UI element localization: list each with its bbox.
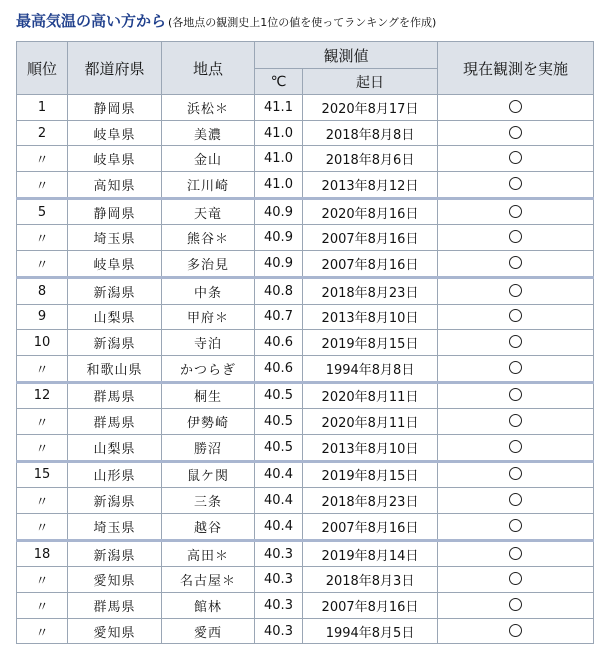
temperature-cell: 40.4 (255, 461, 303, 488)
rank-cell: 18 (17, 540, 68, 567)
table-row (17, 330, 594, 356)
circle-icon (509, 547, 522, 560)
date-cell: 1994年8月8日 (303, 355, 438, 382)
current-observation-cell (438, 461, 594, 488)
temperature-cell: 41.1 (255, 95, 303, 121)
temperature-cell: 41.0 (255, 146, 303, 172)
temperature-cell: 40.5 (255, 434, 303, 461)
circle-icon (509, 519, 522, 532)
circle-icon (509, 126, 522, 139)
current-observation-cell (438, 409, 594, 435)
current-observation-cell (438, 95, 594, 121)
prefecture-cell: 愛知県 (68, 567, 162, 593)
circle-icon (509, 230, 522, 243)
current-observation-cell (438, 593, 594, 619)
current-observation-cell (438, 330, 594, 356)
location-cell: 越谷 (162, 514, 255, 541)
date-cell: 2013年8月12日 (303, 172, 438, 199)
table-row (17, 251, 594, 278)
temperature-cell: 40.5 (255, 382, 303, 409)
table-row (17, 488, 594, 514)
header-observed: 観測値 (255, 42, 438, 69)
circle-icon (509, 467, 522, 480)
prefecture-cell: 山形県 (68, 461, 162, 488)
temperature-cell: 41.0 (255, 120, 303, 146)
location-cell: 桐生 (162, 382, 255, 409)
rank-cell: 〃 (17, 618, 68, 644)
date-cell: 2007年8月16日 (303, 251, 438, 278)
date-cell: 2018年8月8日 (303, 120, 438, 146)
table-row (17, 514, 594, 541)
date-cell: 2020年8月17日 (303, 95, 438, 121)
date-cell: 2007年8月16日 (303, 225, 438, 251)
temperature-cell: 40.9 (255, 251, 303, 278)
date-cell: 2018年8月23日 (303, 277, 438, 304)
prefecture-cell: 静岡県 (68, 198, 162, 225)
location-cell: 名古屋＊ (162, 567, 255, 593)
location-cell: 甲府＊ (162, 304, 255, 330)
header-prefecture: 都道府県 (68, 42, 162, 95)
temperature-cell: 40.5 (255, 409, 303, 435)
current-observation-cell (438, 355, 594, 382)
date-cell: 2018年8月6日 (303, 146, 438, 172)
location-cell: 三条 (162, 488, 255, 514)
temperature-cell: 40.6 (255, 330, 303, 356)
table-row (17, 355, 594, 382)
table-row (17, 567, 594, 593)
table-row (17, 225, 594, 251)
temperature-cell: 40.7 (255, 304, 303, 330)
temperature-cell: 40.3 (255, 593, 303, 619)
table-row (17, 593, 594, 619)
temperature-cell: 40.4 (255, 488, 303, 514)
rank-cell: 〃 (17, 225, 68, 251)
prefecture-cell: 岐阜県 (68, 120, 162, 146)
prefecture-cell: 埼玉県 (68, 514, 162, 541)
circle-icon (509, 151, 522, 164)
current-observation-cell (438, 304, 594, 330)
prefecture-cell: 群馬県 (68, 593, 162, 619)
temperature-cell: 40.9 (255, 198, 303, 225)
current-observation-cell (438, 618, 594, 644)
prefecture-cell: 岐阜県 (68, 251, 162, 278)
table-row (17, 304, 594, 330)
header-row (17, 42, 594, 69)
location-cell: 江川崎 (162, 172, 255, 199)
location-cell: 館林 (162, 593, 255, 619)
rank-cell: 2 (17, 120, 68, 146)
circle-icon (509, 256, 522, 269)
date-cell: 2007年8月16日 (303, 514, 438, 541)
table-row (17, 146, 594, 172)
table-row (17, 409, 594, 435)
header-current: 現在観測を実施 (438, 42, 594, 95)
rank-cell: 〃 (17, 355, 68, 382)
current-observation-cell (438, 277, 594, 304)
location-cell: 金山 (162, 146, 255, 172)
current-observation-cell (438, 198, 594, 225)
table-row (17, 434, 594, 461)
current-observation-cell (438, 225, 594, 251)
temperature-cell: 40.3 (255, 567, 303, 593)
circle-icon (509, 284, 522, 297)
circle-icon (509, 100, 522, 113)
date-cell: 2019年8月15日 (303, 330, 438, 356)
prefecture-cell: 山梨県 (68, 304, 162, 330)
date-cell: 2013年8月10日 (303, 434, 438, 461)
table-row (17, 382, 594, 409)
prefecture-cell: 群馬県 (68, 409, 162, 435)
circle-icon (509, 388, 522, 401)
rank-cell: 10 (17, 330, 68, 356)
table-row (17, 540, 594, 567)
circle-icon (509, 624, 522, 637)
current-observation-cell (438, 434, 594, 461)
circle-icon (509, 493, 522, 506)
date-cell: 2007年8月16日 (303, 593, 438, 619)
header-temp-unit: ℃ (255, 69, 303, 95)
ranking-table (16, 41, 594, 644)
header-rank: 順位 (17, 42, 68, 95)
circle-icon (509, 335, 522, 348)
prefecture-cell: 新潟県 (68, 540, 162, 567)
current-observation-cell (438, 172, 594, 199)
page-title: 最高気温の高い方から (16, 12, 167, 30)
prefecture-cell: 山梨県 (68, 434, 162, 461)
date-cell: 2020年8月11日 (303, 409, 438, 435)
circle-icon (509, 205, 522, 218)
location-cell: 鼠ケ関 (162, 461, 255, 488)
circle-icon (509, 177, 522, 190)
circle-icon (509, 572, 522, 585)
circle-icon (509, 414, 522, 427)
current-observation-cell (438, 251, 594, 278)
current-observation-cell (438, 488, 594, 514)
table-row (17, 618, 594, 644)
date-cell: 2020年8月11日 (303, 382, 438, 409)
location-cell: 中条 (162, 277, 255, 304)
prefecture-cell: 和歌山県 (68, 355, 162, 382)
location-cell: 美濃 (162, 120, 255, 146)
location-cell: 勝沼 (162, 434, 255, 461)
table-body (17, 95, 594, 644)
date-cell: 2018年8月3日 (303, 567, 438, 593)
date-cell: 2019年8月15日 (303, 461, 438, 488)
rank-cell: 〃 (17, 593, 68, 619)
prefecture-cell: 新潟県 (68, 488, 162, 514)
circle-icon (509, 440, 522, 453)
rank-cell: 8 (17, 277, 68, 304)
current-observation-cell (438, 567, 594, 593)
rank-cell: 9 (17, 304, 68, 330)
date-cell: 2020年8月16日 (303, 198, 438, 225)
date-cell: 2019年8月14日 (303, 540, 438, 567)
current-observation-cell (438, 120, 594, 146)
header-date: 起日 (303, 69, 438, 95)
temperature-cell: 40.4 (255, 514, 303, 541)
rank-cell: 〃 (17, 409, 68, 435)
date-cell: 1994年8月5日 (303, 618, 438, 644)
temperature-cell: 41.0 (255, 172, 303, 199)
prefecture-cell: 新潟県 (68, 277, 162, 304)
location-cell: 寺泊 (162, 330, 255, 356)
rank-cell: 〃 (17, 251, 68, 278)
temperature-cell: 40.9 (255, 225, 303, 251)
page-heading (16, 10, 436, 31)
table-row (17, 120, 594, 146)
location-cell: 愛西 (162, 618, 255, 644)
rank-cell: 〃 (17, 434, 68, 461)
rank-cell: 〃 (17, 172, 68, 199)
table-row (17, 198, 594, 225)
location-cell: 天竜 (162, 198, 255, 225)
prefecture-cell: 高知県 (68, 172, 162, 199)
circle-icon (509, 361, 522, 374)
location-cell: 高田＊ (162, 540, 255, 567)
header-location: 地点 (162, 42, 255, 95)
temperature-cell: 40.3 (255, 540, 303, 567)
rank-cell: 12 (17, 382, 68, 409)
prefecture-cell: 新潟県 (68, 330, 162, 356)
rank-cell: 5 (17, 198, 68, 225)
prefecture-cell: 岐阜県 (68, 146, 162, 172)
current-observation-cell (438, 382, 594, 409)
location-cell: かつらぎ (162, 355, 255, 382)
page-subtitle: (各地点の観測史上1位の値を使ってランキングを作成) (168, 16, 437, 29)
current-observation-cell (438, 514, 594, 541)
rank-cell: 1 (17, 95, 68, 121)
current-observation-cell (438, 540, 594, 567)
temperature-cell: 40.8 (255, 277, 303, 304)
circle-icon (509, 598, 522, 611)
table-row (17, 461, 594, 488)
temperature-cell: 40.6 (255, 355, 303, 382)
location-cell: 多治見 (162, 251, 255, 278)
table-row (17, 172, 594, 199)
rank-cell: 〃 (17, 488, 68, 514)
date-cell: 2018年8月23日 (303, 488, 438, 514)
location-cell: 浜松＊ (162, 95, 255, 121)
rank-cell: 〃 (17, 514, 68, 541)
current-observation-cell (438, 146, 594, 172)
prefecture-cell: 埼玉県 (68, 225, 162, 251)
rank-cell: 〃 (17, 567, 68, 593)
prefecture-cell: 静岡県 (68, 95, 162, 121)
temperature-cell: 40.3 (255, 618, 303, 644)
location-cell: 伊勢崎 (162, 409, 255, 435)
date-cell: 2013年8月10日 (303, 304, 438, 330)
rank-cell: 〃 (17, 146, 68, 172)
rank-cell: 15 (17, 461, 68, 488)
table-row (17, 95, 594, 121)
prefecture-cell: 愛知県 (68, 618, 162, 644)
prefecture-cell: 群馬県 (68, 382, 162, 409)
location-cell: 熊谷＊ (162, 225, 255, 251)
table-row (17, 277, 594, 304)
circle-icon (509, 309, 522, 322)
